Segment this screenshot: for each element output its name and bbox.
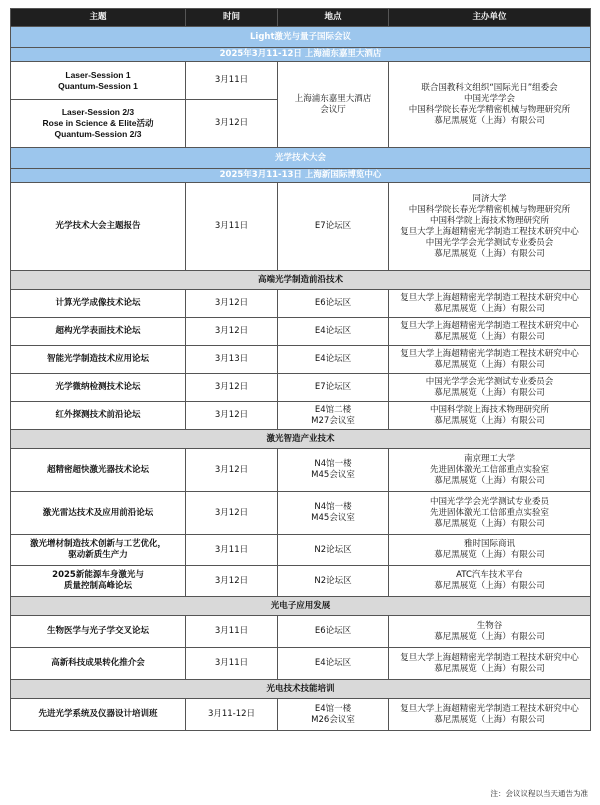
topic-cell: 激光雷达技术及应用前沿论坛 [11, 492, 186, 535]
topic-cell: 光学技术大会主题报告 [11, 183, 186, 271]
table-row [11, 492, 591, 535]
location-cell: E7论坛区 [278, 183, 389, 271]
time-cell: 3月12日 [186, 566, 278, 597]
topic-cell: 超精密超快激光器技术论坛 [11, 449, 186, 492]
time-cell: 3月12日 [186, 374, 278, 402]
table-row [11, 648, 591, 680]
conference-banner-sub [11, 48, 591, 62]
location-cell: E4馆一楼 M26会议室 [278, 699, 389, 731]
conference-title: Light激光与量子国际会议 [11, 27, 591, 48]
organizer-cell: 中国光学学会光学测试专业委员会 慕尼黑展览（上海）有限公司 [389, 374, 591, 402]
header-topic: 主题 [11, 9, 186, 27]
header-location: 地点 [278, 9, 389, 27]
time-cell: 3月11-12日 [186, 699, 278, 731]
location-cell: N2论坛区 [278, 566, 389, 597]
topic-cell: 智能光学制造技术应用论坛 [11, 346, 186, 374]
footnote: 注：会议议程以当天通告为准 [490, 789, 588, 798]
topic-cell: 生物医学与光子学交叉论坛 [11, 616, 186, 648]
section-header [11, 271, 591, 290]
time-cell: 3月12日 [186, 402, 278, 430]
conference-banner-sub [11, 169, 591, 183]
organizer-cell: 雅时国际商讯 慕尼黑展览（上海）有限公司 [389, 535, 591, 566]
time-cell: 3月11日 [186, 183, 278, 271]
location-cell: 上海浦东嘉里大酒店 会议厅 [278, 62, 389, 148]
header-organizer: 主办单位 [389, 9, 591, 27]
topic-cell: Laser-Session 1 Quantum-Session 1 [11, 62, 186, 100]
section-header [11, 597, 591, 616]
topic-cell: Laser-Session 2/3 Rose in Science & Elite活动 Quantum-Session 2/3 [11, 100, 186, 148]
time-cell: 3月12日 [186, 290, 278, 318]
organizer-cell: 复旦大学上海超精密光学制造工程技术研究中心 慕尼黑展览（上海）有限公司 [389, 648, 591, 680]
organizer-cell: 中国科学院上海技术物理研究所 慕尼黑展览（上海）有限公司 [389, 402, 591, 430]
table-row [11, 616, 591, 648]
table-row [11, 346, 591, 374]
topic-cell: 红外探测技术前沿论坛 [11, 402, 186, 430]
conference-banner [11, 27, 591, 48]
topic-cell: 2025新能源车身激光与 质量控制高峰论坛 [11, 566, 186, 597]
section-title: 高端光学制造前沿技术 [11, 271, 591, 290]
table-row [11, 449, 591, 492]
conference-banner [11, 148, 591, 169]
organizer-cell: 生物谷 慕尼黑展览（上海）有限公司 [389, 616, 591, 648]
topic-cell: 先进光学系统及仪器设计培训班 [11, 699, 186, 731]
table-row [11, 699, 591, 731]
conference-subtitle: 2025年3月11-12日 上海浦东嘉里大酒店 [11, 48, 591, 62]
organizer-cell: 复旦大学上海超精密光学制造工程技术研究中心 慕尼黑展览（上海）有限公司 [389, 699, 591, 731]
table-row [11, 566, 591, 597]
table-row [11, 183, 591, 271]
header-row [11, 9, 591, 27]
location-cell: N2论坛区 [278, 535, 389, 566]
time-cell: 3月11日 [186, 648, 278, 680]
organizer-cell: 复旦大学上海超精密光学制造工程技术研究中心 慕尼黑展览（上海）有限公司 [389, 290, 591, 318]
table-row [11, 374, 591, 402]
organizer-cell: 复旦大学上海超精密光学制造工程技术研究中心 慕尼黑展览（上海）有限公司 [389, 318, 591, 346]
location-cell: E4馆二楼 M27会议室 [278, 402, 389, 430]
table-row [11, 318, 591, 346]
organizer-cell: ATC汽车技术平台 慕尼黑展览（上海）有限公司 [389, 566, 591, 597]
time-cell: 3月12日 [186, 100, 278, 148]
table-row [11, 62, 591, 100]
table-row [11, 402, 591, 430]
section-header [11, 680, 591, 699]
header-time: 时间 [186, 9, 278, 27]
section-title: 光电子应用发展 [11, 597, 591, 616]
organizer-cell: 南京理工大学 先进固体激光工信部重点实验室 慕尼黑展览（上海）有限公司 [389, 449, 591, 492]
section-title: 激光智造产业技术 [11, 430, 591, 449]
time-cell: 3月12日 [186, 318, 278, 346]
location-cell: E6论坛区 [278, 290, 389, 318]
location-cell: E4论坛区 [278, 648, 389, 680]
location-cell: E6论坛区 [278, 616, 389, 648]
time-cell: 3月11日 [186, 616, 278, 648]
time-cell: 3月11日 [186, 62, 278, 100]
organizer-cell: 中国光学学会光学测试专业委员 先进固体激光工信部重点实验室 慕尼黑展览（上海）有限公司 [389, 492, 591, 535]
location-cell: E7论坛区 [278, 374, 389, 402]
location-cell: E4论坛区 [278, 346, 389, 374]
location-cell: E4论坛区 [278, 318, 389, 346]
time-cell: 3月12日 [186, 449, 278, 492]
topic-cell: 计算光学成像技术论坛 [11, 290, 186, 318]
schedule-table [10, 8, 591, 731]
conference-title: 光学技术大会 [11, 148, 591, 169]
conference-subtitle: 2025年3月11-13日 上海新国际博览中心 [11, 169, 591, 183]
topic-cell: 超构光学表面技术论坛 [11, 318, 186, 346]
location-cell: N4馆一楼 M45会议室 [278, 449, 389, 492]
organizer-cell: 复旦大学上海超精密光学制造工程技术研究中心 慕尼黑展览（上海）有限公司 [389, 346, 591, 374]
table-row [11, 535, 591, 566]
topic-cell: 激光增材制造技术创新与工艺优化， 驱动新质生产力 [11, 535, 186, 566]
location-cell: N4馆一楼 M45会议室 [278, 492, 389, 535]
section-title: 光电技术技能培训 [11, 680, 591, 699]
time-cell: 3月13日 [186, 346, 278, 374]
organizer-cell: 联合国教科文组织“国际光日”组委会 中国光学学会 中国科学院长春光学精密机械与物理研究所 慕尼黑展览（上海）有限公司 [389, 62, 591, 148]
topic-cell: 高新科技成果转化推介会 [11, 648, 186, 680]
time-cell: 3月11日 [186, 535, 278, 566]
section-header [11, 430, 591, 449]
organizer-cell: 同济大学 中国科学院长春光学精密机械与物理研究所 中国科学院上海技术物理研究所 复旦大学上海超精密光学制造工程技术研究中心 中国光学学会光学测试专业委员会 慕尼黑展览（上海）有限公司 [389, 183, 591, 271]
table-row [11, 290, 591, 318]
topic-cell: 光学微纳检测技术论坛 [11, 374, 186, 402]
time-cell: 3月12日 [186, 492, 278, 535]
